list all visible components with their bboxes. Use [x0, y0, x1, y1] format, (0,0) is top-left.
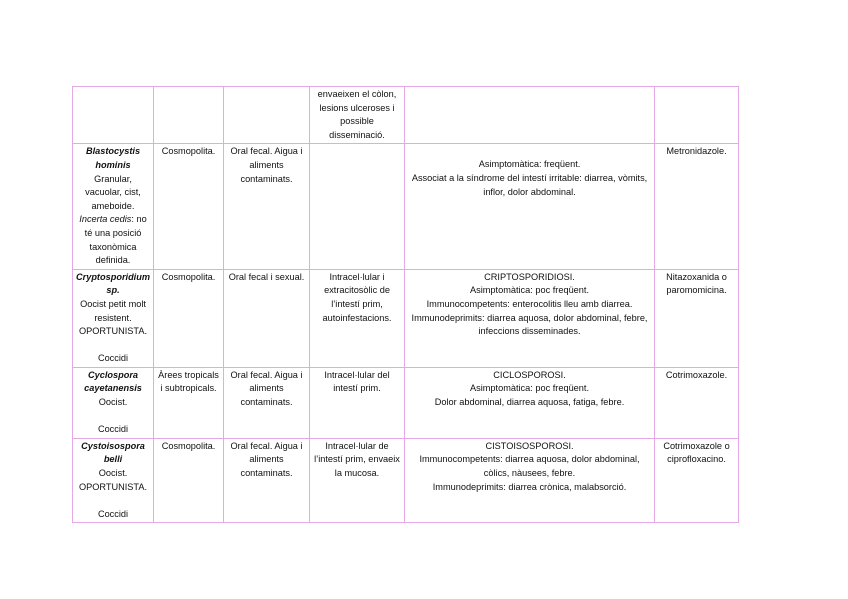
- treatment-cell: Cotrimoxazole o ciprofloxacino.: [655, 438, 739, 523]
- location-cell: envaeixen el còlon, lesions ulceroses i possible disseminació.: [310, 87, 405, 144]
- clinical-cell: [405, 144, 655, 269]
- clinical-line: Immunodeprimits: diarrea aquosa, dolor abdominal, febre, infeccions disseminades.: [411, 312, 648, 337]
- clinical-cell: [405, 438, 655, 523]
- organism-description: Oocist.: [98, 468, 128, 479]
- transmission-cell: [224, 87, 310, 144]
- table-row: [73, 144, 739, 269]
- treatment-cell: Cotrimoxazole.: [655, 367, 739, 438]
- organism-description: Oocist petit molt resistent.: [80, 298, 146, 323]
- treatment-cell: Metronidazole.: [655, 144, 739, 269]
- clinical-cell: [405, 367, 655, 438]
- clinical-line: Asimptomàtica: poc freqüent.: [470, 285, 590, 296]
- location-cell: Intracel·lular i extracitosòlic de l’intestí prim, autoinfestacions.: [310, 269, 405, 367]
- organism-class: Coccidi: [97, 508, 129, 519]
- treatment-cell: Nitazoxanida o paromomicina.: [655, 269, 739, 367]
- distribution-cell: Cosmopolita.: [154, 438, 224, 523]
- transmission-cell: Oral fecal i sexual.: [224, 269, 310, 367]
- clinical-cell: [405, 87, 655, 144]
- opportunist-label: OPORTUNISTA.: [78, 326, 148, 337]
- organism-cell: [73, 269, 154, 367]
- clinical-cell: [405, 269, 655, 367]
- treatment-cell: [655, 87, 739, 144]
- clinical-line: Associat a la síndrome del intestí irritable: diarrea, vòmits, inflor, dolor abdominal.: [411, 172, 648, 197]
- table-row: [73, 438, 739, 523]
- organism-description: Oocist.: [98, 397, 128, 408]
- distribution-cell: Cosmopolita.: [154, 269, 224, 367]
- disease-name: CICLOSPOROSI.: [493, 369, 566, 380]
- table-row: [73, 87, 739, 144]
- disease-name: CRIPTOSPORIDIOSI.: [484, 271, 575, 282]
- organism-cell: [73, 438, 154, 523]
- disease-name: CISTOISOSPOROSI.: [485, 440, 574, 451]
- clinical-line: Asimptomàtica: freqüent.: [478, 159, 581, 170]
- organism-name: Cyclospora cayetanensis: [84, 369, 142, 394]
- organism-cell: [73, 87, 154, 144]
- taxonomy-label: Incerta cedis: [79, 214, 132, 225]
- taxonomy-note: [76, 213, 150, 267]
- table-row: [73, 269, 739, 367]
- clinical-line: Immunodeprimits: diarrea crònica, malabsorció.: [432, 481, 627, 492]
- opportunist-label: OPORTUNISTA.: [78, 481, 148, 492]
- location-cell: [310, 144, 405, 269]
- clinical-line: Immunocompetents: enterocolitis lleu amb diarrea.: [426, 298, 633, 309]
- organism-name: Cryptosporidium sp.: [76, 271, 151, 296]
- organism-cell: [73, 144, 154, 269]
- transmission-cell: Oral fecal. Aigua i aliments contaminats.: [224, 144, 310, 269]
- organism-cell: [73, 367, 154, 438]
- organism-description: Granular, vacuolar, cist, ameboide.: [85, 173, 141, 211]
- organism-class: Coccidi: [97, 353, 129, 364]
- organism-name: Cystoisospora belli: [81, 440, 145, 465]
- location-cell: Intracel·lular de l’intestí prim, envaeix la mucosa.: [310, 438, 405, 523]
- transmission-cell: Oral fecal. Aigua i aliments contaminats.: [224, 438, 310, 523]
- clinical-line: Dolor abdominal, diarrea aquosa, fatiga, febre.: [434, 397, 625, 408]
- distribution-cell: Cosmopolita.: [154, 144, 224, 269]
- parasite-table: [72, 86, 739, 523]
- organism-name: Blastocystis hominis: [85, 146, 141, 170]
- location-cell: Intracel·lular del intestí prim.: [310, 367, 405, 438]
- organism-class: Coccidi: [97, 424, 129, 435]
- distribution-cell: [154, 87, 224, 144]
- taxonomy-text: : no té una posició taxonòmica definida.: [84, 214, 147, 266]
- transmission-cell: Oral fecal. Aigua i aliments contaminats.: [224, 367, 310, 438]
- clinical-line: Asimptomàtica: poc freqüent.: [470, 383, 590, 394]
- distribution-cell: Àrees tropicals i subtropicals.: [154, 367, 224, 438]
- clinical-line: Immunocompetents: diarrea aquosa, dolor abdominal, còlics, nàusees, febre.: [419, 454, 640, 479]
- table-row: [73, 367, 739, 438]
